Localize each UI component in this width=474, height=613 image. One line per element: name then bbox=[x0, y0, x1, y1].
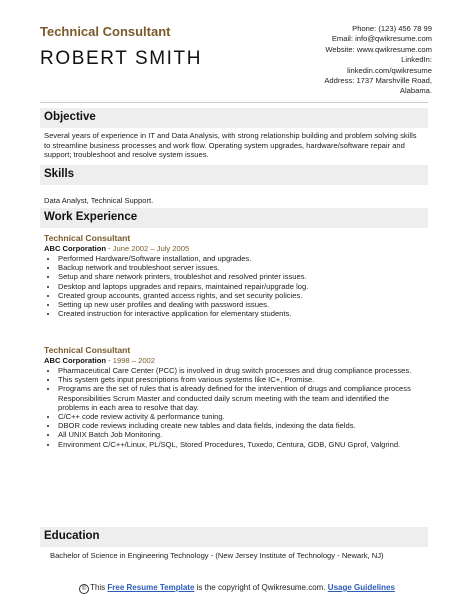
header-divider bbox=[40, 102, 428, 103]
job-title: Technical Consultant bbox=[40, 24, 171, 39]
list-item: • C/C++ code review activity & performance tuning. bbox=[58, 412, 420, 421]
job-entry-1 bbox=[44, 233, 420, 318]
phone-value: (123) 456 78 99 bbox=[378, 24, 432, 33]
address-line-2: Alabama. bbox=[399, 86, 432, 96]
skills-text: Data Analyst, Technical Support. bbox=[44, 196, 154, 205]
list-item: • Created instruction for interactive application for elementary students. bbox=[58, 309, 420, 318]
phone-line: Phone: (123) 456 78 99 bbox=[352, 24, 432, 33]
job-entry-2 bbox=[44, 345, 420, 449]
website-line: Website: www.qwikresume.com bbox=[325, 44, 432, 54]
list-item: • Setup and share network printers, troubleshot and resolved printer issues. bbox=[58, 272, 420, 281]
job-title: Technical Consultant bbox=[44, 345, 131, 355]
objective-section-header: Objective bbox=[40, 108, 428, 128]
education-text: Bachelor of Science in Engineering Technology - (New Jersey Institute of Technology - Newark, NJ) bbox=[50, 551, 384, 560]
job-company: ABC Corporation - June 2002 – July 2005 bbox=[44, 244, 190, 253]
experience-section-header: Work Experience bbox=[40, 208, 428, 228]
list-item: • Environment C/C++/Linux, PL/SQL, Stored Procedures, Tuxedo, Centura, GDB, GNU Gprof, Valgrind. bbox=[58, 440, 420, 449]
candidate-name: ROBERT SMITH bbox=[40, 48, 203, 69]
job-bullets bbox=[44, 254, 420, 318]
website-link[interactable]: www.qwikresume.com bbox=[356, 44, 432, 54]
list-item: • Backup network and troubleshoot server issues. bbox=[58, 263, 420, 272]
email-line: Email: info@qwikresume.com bbox=[331, 34, 432, 44]
job-company: ABC Corporation - 1998 – 2002 bbox=[44, 356, 155, 365]
address-line: Address: 1737 Marshville Road, bbox=[324, 76, 432, 86]
list-item: • DBOR code reviews including create new tables and data fields, indexing the data fields. bbox=[58, 421, 420, 430]
education-section-header: Education bbox=[40, 527, 428, 547]
free-resume-template-link[interactable]: Free Resume Template bbox=[107, 583, 195, 592]
contact-info bbox=[212, 24, 432, 97]
job-title: Technical Consultant bbox=[44, 233, 131, 243]
email-link[interactable]: info@qwikresume.com bbox=[355, 34, 432, 44]
footer: © This Free Resume Template is the copyright of Qwikresume.com. Usage Guidelines bbox=[0, 583, 474, 594]
list-item: • Performed Hardware/Software installation, and upgrades. bbox=[58, 254, 420, 263]
list-item: • All UNIX Batch Job Monitoring. bbox=[58, 430, 420, 439]
list-item: • Desktop and laptops upgrades and repairs, maintained repair/upgrade log. bbox=[58, 282, 420, 291]
resume-header bbox=[40, 24, 440, 100]
list-item: • Pharmaceutical Care Center (PCC) is involved in drug switch processes and drug compliance processes. bbox=[58, 366, 420, 375]
job-bullets bbox=[44, 366, 420, 449]
list-item: • Programs are the set of rules that is already defined for the intervention of drugs and compliance process Responsibilities Scrum Master and conducted daily scrum meeting with the team and identified the problems in each area to resolve that day. bbox=[58, 384, 420, 412]
list-item: • Created group accounts, granted access rights, and set security policies. bbox=[58, 291, 420, 300]
list-item: • Setting up new user profiles and dealing with password issues. bbox=[58, 300, 420, 309]
usage-guidelines-link[interactable]: Usage Guidelines bbox=[327, 583, 395, 592]
skills-section-header: Skills bbox=[40, 165, 428, 185]
linkedin-link[interactable]: linkedin.com/qwikresume bbox=[347, 65, 432, 75]
linkedin-label: LinkedIn: bbox=[401, 55, 432, 65]
objective-text: Several years of experience in IT and Data Analysis, with strong relationship building and problem solving skills to streamline business processes and work flow. Operating system upgrades, hardware/software repair and support; troubleshoot and resolve system issues. bbox=[44, 131, 417, 160]
copyright-icon: © bbox=[79, 584, 89, 594]
list-item: • This system gets input prescriptions from various systems like IC+, Promise. bbox=[58, 375, 420, 384]
